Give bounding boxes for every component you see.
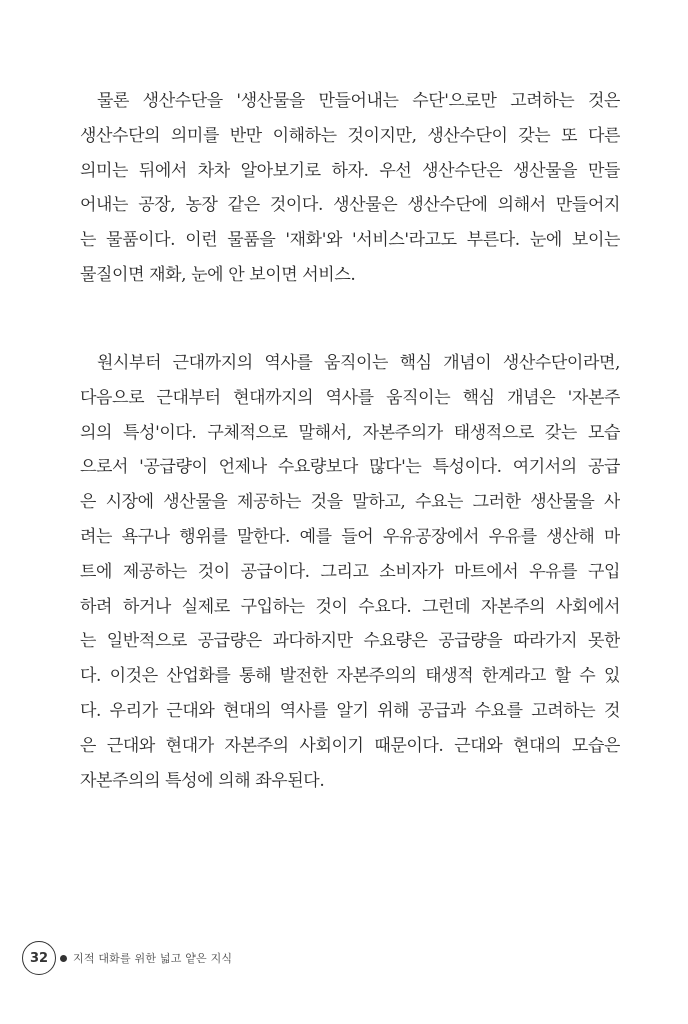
text-line: 하려 하거나 실제로 구입하는 것이 수요다. 그런데 자본주의 사회에서 [80, 596, 620, 617]
body-paragraph-2 [80, 346, 620, 798]
page-footer [22, 940, 232, 976]
text-line: 은 시장에 생산물을 제공하는 것을 말하고, 수요는 그러한 생산물을 사 [80, 492, 620, 513]
text-line: 어내는 공장, 농장 같은 것이다. 생산물은 생산수단에 의해서 만들어지 [80, 195, 620, 216]
text-line: 의미는 뒤에서 차차 알아보기로 하자. 우선 생산수단은 생산물을 만들 [80, 160, 620, 181]
running-title: 지적 대화를 위한 넓고 얕은 지식 [73, 952, 233, 965]
text-line: 으로서 '공급량이 언제나 수요량보다 많다'는 특성이다. 여기서의 공급 [80, 457, 620, 478]
text-line: 물질이면 재화, 눈에 안 보이면 서비스. [80, 264, 356, 285]
text-line: 자본주의의 특성에 의해 좌우된다. [80, 770, 325, 791]
text-line: 는 일반적으로 공급량은 과다하지만 수요량은 공급량을 따라가지 못한 [80, 631, 620, 652]
text-line: 려는 욕구나 행위를 말한다. 예를 들어 우유공장에서 우유를 생산해 마 [80, 526, 620, 547]
bullet-dot-icon [60, 955, 67, 962]
text-line: 다. 이것은 산업화를 통해 발전한 자본주의의 태생적 한계라고 할 수 있 [80, 666, 620, 687]
text-line: 트에 제공하는 것이 공급이다. 그리고 소비자가 마트에서 우유를 구입 [80, 561, 620, 582]
text-line: 원시부터 근대까지의 역사를 움직이는 핵심 개념이 생산수단이라면, [97, 353, 620, 373]
text-line: 은 근대와 현대가 자본주의 사회이기 때문이다. 근대와 현대의 모습은 [80, 735, 620, 756]
text-line: 는 물품이다. 이런 물품을 '재화'와 '서비스'라고도 부른다. 눈에 보이는 [80, 230, 620, 251]
text-line: 의의 특성'이다. 구체적으로 말해서, 자본주의가 태생적으로 갖는 모습 [80, 422, 620, 443]
body-paragraph-1 [80, 84, 620, 293]
text-line: 물론 생산수단을 '생산물을 만들어내는 수단'으로만 고려하는 것은 [97, 91, 620, 111]
text-line: 다음으로 근대부터 현대까지의 역사를 움직이는 핵심 개념은 '자본주 [80, 387, 620, 408]
page-number: 32 [22, 941, 56, 975]
text-line: 생산수단의 의미를 반만 이해하는 것이지만, 생산수단이 갖는 또 다른 [80, 125, 620, 146]
text-line: 다. 우리가 근대와 현대의 역사를 알기 위해 공급과 수요를 고려하는 것 [80, 700, 620, 721]
